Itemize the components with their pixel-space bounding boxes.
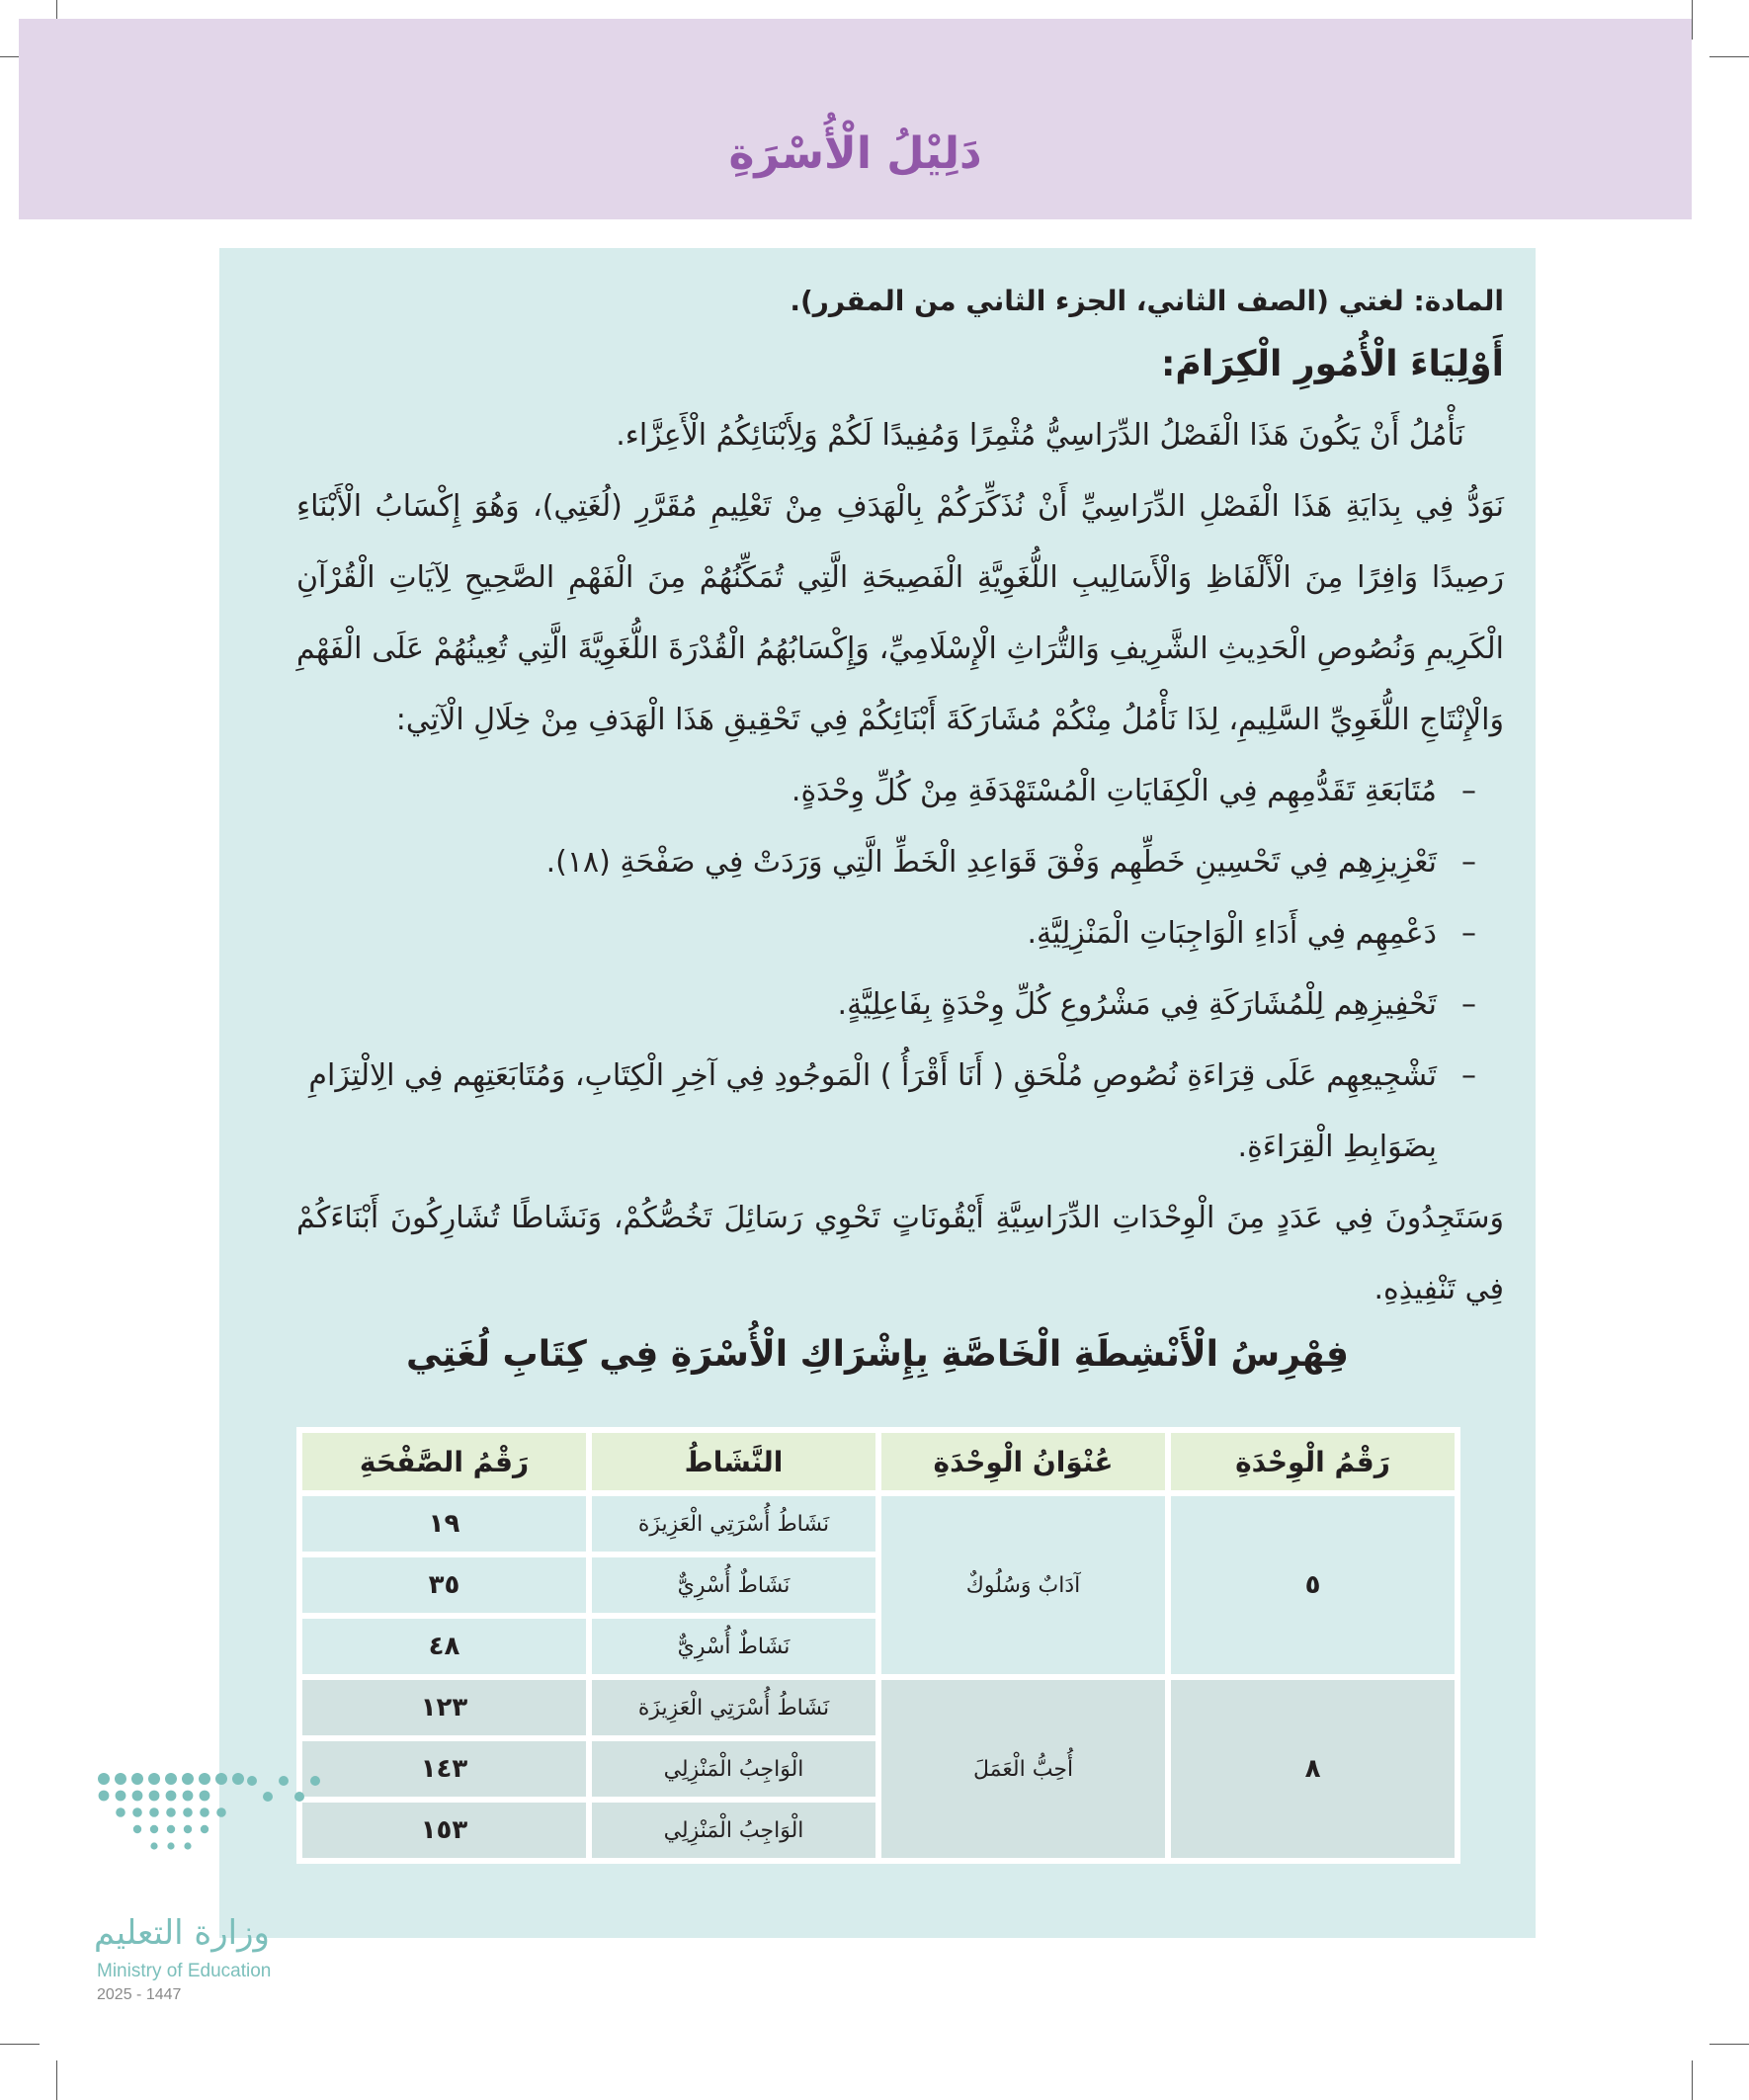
logo-dot: [167, 1825, 175, 1833]
logo-dot: [183, 1791, 194, 1802]
bullet-dash: –: [1461, 987, 1476, 1022]
page-number-cell: ١٤٣: [302, 1741, 586, 1797]
logo-dot: [200, 1807, 209, 1817]
logo-dot: [167, 1842, 174, 1849]
bullet-dash: –: [1461, 1058, 1476, 1093]
logo-dot: [149, 1791, 160, 1802]
page-title: دَلِيْلُ الْأُسْرَةِ: [728, 128, 982, 179]
logo-dot: [133, 1825, 141, 1833]
logo-dot: [165, 1773, 177, 1785]
page-number-cell: ١٥٣: [302, 1803, 586, 1858]
header-activity: النَّشَاطُ: [592, 1433, 875, 1490]
logo-dot: [182, 1773, 194, 1785]
list-item: [296, 1041, 1476, 1183]
unit-number-cell: ٥: [1171, 1496, 1455, 1674]
list-item-text: تَشْجِيعِهِم عَلَى قِرَاءَةِ نُصُوصِ مُلْحَقِ ( أَنَا أَقْرَأُ ) الْمَوجُودِ فِي آخِرِ الْكِتَابِ، وَمُتَابَعَتِهِم فِي الِالْتِزَامِ بِضَوَابِطِ الْقِرَاءَةِ.: [308, 1058, 1437, 1164]
logo-dot: [184, 1825, 192, 1833]
activity-cell: نَشَاطُ أُسْرَتِي الْعَزِيزَة: [592, 1496, 875, 1552]
closing-paragraph: وَسَتَجِدُونَ فِي عَدَدٍ مِنَ الْوِحْدَاتِ الدِّرَاسِيَّةِ أَيْقُونَاتٍ تَحْوِي رَسَائِلَ تَخُصُّكُمْ، وَنَشَاطًا تُشَارِكُونَ أَبْنَاءَكُمْ فِي تَنْفِيذِهِ.: [296, 1201, 1504, 1306]
activity-cell: الْوَاجِبُ الْمَنْزِلِي: [592, 1741, 875, 1797]
table-row: [302, 1496, 1455, 1552]
header-band: [19, 19, 1692, 219]
logo-dot: [116, 1807, 125, 1817]
page-number-cell: ١٢٣: [302, 1680, 586, 1735]
unit-title-cell: أُحِبُّ الْعَمَلَ: [881, 1680, 1165, 1858]
activities-index-table: [296, 1427, 1460, 1864]
list-item: [296, 756, 1476, 827]
list-item-text: تَحْفِيزِهِم لِلْمُشَارَكَةِ فِي مَشْرُوعِ كُلِّ وِحْدَةٍ بِفَاعِلِيَّةٍ.: [837, 987, 1437, 1022]
logo-dot: [183, 1807, 193, 1817]
list-item-text: تَعْزِيزِهِم فِي تَحْسِينِ خَطِّهِم وَفْقَ قَوَاعِدِ الْخَطِّ الَّتِي وَرَدَتْ فِي صَفْحَةِ (١٨).: [545, 845, 1437, 880]
list-item: [296, 898, 1476, 969]
unit-number-cell: ٨: [1171, 1680, 1455, 1858]
crop-mark: [1709, 56, 1749, 57]
intro-paragraph: نَأْمُلُ أَنْ يَكُونَ هَذَا الْفَصْلُ الدِّرَاسِيُّ مُثْمِرًا وَمُفِيدًا لَكُمْ وَلِأَبْنَائِكُمُ الْأَعِزَّاء.: [616, 418, 1464, 453]
logo-dot: [166, 1791, 177, 1802]
logo-dot: [216, 1807, 226, 1817]
ministry-name-english: Ministry of Education: [97, 1961, 272, 1981]
body-paragraph: نَوَدُّ فِي بِدَايَةِ هَذَا الْفَصْلِ الدِّرَاسِيِّ أَنْ نُذَكِّرَكُمْ بِالْهَدَفِ مِنْ تَعْلِيمِ مُقَرَّرِ (لُغَتِي)، وَهُوَ إِكْسَابُ الْأَبْنَاءِ رَصِيدًا وَافِرًا مِنَ الْأَلْفَاظِ وَالْأَسَالِيبِ اللُّغَوِيَّةِ الْفَصِيحَةِ الَّتِي تُمَكِّنُهُمْ مِنَ الْفَهْمِ الصَّحِيحِ لِآيَاتِ الْقُرْآنِ الْكَرِيمِ وَنُصُوصِ الْحَدِيثِ الشَّرِيفِ وَالتُّرَاثِ الْإِسْلَامِيِّ، وَإِكْسَابُهُمُ الْقُدْرَةَ اللُّغَوِيَّةَ الَّتِي تُعِينُهُمْ عَلَى الْفَهْمِ وَالْإِنْتَاجِ اللُّغَوِيِّ السَّلِيمِ، لِذَا نَأْمُلُ مِنْكُمْ مُشَارَكَةَ أَبْنَائِكُمْ فِي تَحْقِيقِ هَذَا الْهَدَفِ مِنْ خِلَالِ الْآتِي:: [296, 489, 1504, 737]
bullet-dash: –: [1461, 845, 1476, 880]
header-page-number: رَقْمُ الصَّفْحَةِ: [302, 1433, 586, 1490]
page-number-cell: ٣٥: [302, 1557, 586, 1613]
logo-dot: [184, 1842, 191, 1849]
logo-dot: [247, 1776, 257, 1786]
logo-dot: [132, 1791, 143, 1802]
letter-body: [296, 280, 1504, 1325]
list-item: [296, 827, 1476, 898]
bullet-dash: –: [1461, 916, 1476, 951]
list-item: [296, 969, 1476, 1041]
header-unit-title: عُنْوَانُ الْوِحْدَةِ: [881, 1433, 1165, 1490]
unit-title-cell: آدَابٌ وَسُلُوكٌ: [881, 1496, 1165, 1674]
logo-dot: [232, 1773, 244, 1785]
logo-dot: [294, 1792, 304, 1802]
logo-dot: [279, 1776, 289, 1786]
logo-dot: [115, 1773, 126, 1785]
page-number-cell: ١٩: [302, 1496, 586, 1552]
list-item-text: دَعْمِهِم فِي أَدَاءِ الْوَاجِبَاتِ الْمَنْزِلِيَّةِ.: [1027, 916, 1437, 951]
logo-dot: [116, 1791, 126, 1802]
subject-line: المادة: لغتي (الصف الثاني، الجزء الثاني من المقرر).: [790, 285, 1504, 317]
page-number-cell: ٤٨: [302, 1619, 586, 1674]
logo-dot: [200, 1791, 210, 1802]
ministry-name-arabic: وزارة التعليم: [94, 1913, 270, 1953]
logo-dot: [149, 1807, 159, 1817]
list-item-text: مُتَابَعَةِ تَقَدُّمِهِم فِي الْكِفَايَاتِ الْمُسْتَهْدَفَةِ مِنْ كُلِّ وِحْدَةٍ.: [791, 774, 1437, 808]
table-header-row: [302, 1433, 1455, 1490]
table-row: [302, 1680, 1455, 1735]
logo-dot: [148, 1773, 160, 1785]
crop-mark: [1709, 2044, 1749, 2045]
logo-dot: [132, 1807, 142, 1817]
logo-dot: [215, 1773, 227, 1785]
greeting: أَوْلِيَاءَ الْأُمُورِ الْكِرَامَ:: [1161, 344, 1504, 384]
logo-dot: [150, 1825, 158, 1833]
logo-dot: [201, 1825, 208, 1833]
activity-cell: نَشَاطٌ أُسْرِيٌّ: [592, 1619, 875, 1674]
logo-dot: [310, 1776, 320, 1786]
crop-mark: [56, 2060, 57, 2100]
logo-dot: [131, 1773, 143, 1785]
logo-dot: [199, 1773, 210, 1785]
edition-year: 2025 - 1447: [97, 1986, 182, 2003]
activity-cell: نَشَاطُ أُسْرَتِي الْعَزِيزَة: [592, 1680, 875, 1735]
bullet-dash: –: [1461, 774, 1476, 808]
activity-cell: الْوَاجِبُ الْمَنْزِلِي: [592, 1803, 875, 1858]
logo-dot: [98, 1773, 110, 1785]
activity-cell: نَشَاطٌ أُسْرِيٌّ: [592, 1557, 875, 1613]
crop-mark: [1692, 0, 1693, 40]
guidance-list: [296, 756, 1504, 1183]
logo-dot: [150, 1842, 157, 1849]
logo-dot: [99, 1791, 110, 1802]
logo-dot: [263, 1792, 273, 1802]
header-unit-number: رَقْمُ الْوِحْدَةِ: [1171, 1433, 1455, 1490]
crop-mark: [1692, 2060, 1693, 2100]
index-title: فِهْرِسُ الْأَنْشِطَةِ الْخَاصَّةِ بِإِشْرَاكِ الْأُسْرَةِ فِي كِتَابِ لُغَتِي: [406, 1334, 1349, 1375]
logo-dot: [166, 1807, 176, 1817]
crop-mark: [0, 2044, 40, 2045]
